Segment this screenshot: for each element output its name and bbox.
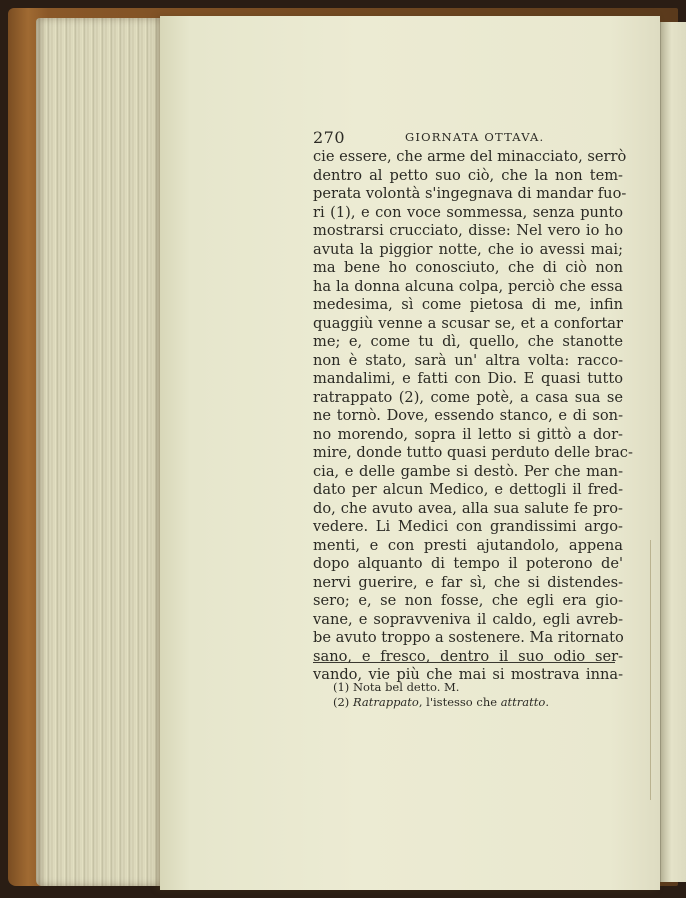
text-line: medesima, sì come pietosa di me, infin <box>313 296 623 313</box>
text-line: quaggiù venne a scusar se, et a confortar <box>313 314 623 332</box>
text-line: vane, e sopravveniva il caldo, egli avreb- <box>313 610 623 628</box>
page-edges <box>36 18 176 886</box>
text-line: be avuto troppo a sostenere. Ma ritornato <box>313 629 624 646</box>
text-line: perata volontà s'ingegnava di mandar fuo- <box>313 185 627 202</box>
binding-thread <box>650 540 659 800</box>
page-number: 270 <box>313 128 346 147</box>
text-line: no morendo, sopra il letto si gittò a dor- <box>313 425 623 443</box>
body-text <box>313 148 633 685</box>
footnote-2 <box>333 695 613 710</box>
text-line: avuta la piggior notte, che io avessi mai; <box>313 240 623 258</box>
text-line: sero; e, se non fosse, che egli era gio- <box>313 592 623 609</box>
text-line: sano, e fresco, dentro il suo odio ser- <box>313 647 623 665</box>
text-line: nervi guerire, e far sì, che si distendes- <box>313 573 623 591</box>
text-line: ne tornò. Dove, essendo stanco, e di son- <box>313 407 623 424</box>
page-text <box>313 128 633 685</box>
text-line: ma bene ho conosciuto, che di ciò non <box>313 259 623 276</box>
footnote-2-term: Ratrappato <box>352 695 419 709</box>
footnote-2-marker: (2) <box>333 695 350 709</box>
facing-page-edge <box>660 22 686 882</box>
text-line: vedere. Li Medici con grandissimi argo- <box>313 518 623 535</box>
text-line: vando, vie più che mai si mostrava inna- <box>313 666 623 683</box>
text-line: dato per alcun Medico, e dettogli il fred- <box>313 481 623 498</box>
text-line: me; e, come tu dì, quello, che stanotte <box>313 333 623 350</box>
footnote-1: (1) Nota bel detto. M. <box>333 680 460 694</box>
text-line: dentro al petto suo ciò, che la non tem- <box>313 166 623 184</box>
footnote-2-gloss: attratto <box>500 695 546 709</box>
text-line: ratrappato (2), come potè, a casa sua se <box>313 388 623 406</box>
text-line: mostrarsi crucciato, disse: Nel vero io ho <box>313 222 623 239</box>
footnote-2-end: . <box>545 695 549 709</box>
text-line: non è stato, sarà un' altra volta: racco- <box>313 351 623 369</box>
text-line: do, che avuto avea, alla sua salute fe pro- <box>313 499 623 517</box>
text-line: ha la donna alcuna colpa, perciò che essa <box>313 277 623 295</box>
running-head: GIORNATA OTTAVA. <box>405 130 545 144</box>
text-line: mandalimi, e fatti con Dio. E quasi tutto <box>313 370 623 387</box>
text-line: menti, e con presti ajutandolo, appena <box>313 536 623 554</box>
text-line: mire, donde tutto quasi perduto delle brac- <box>313 444 633 461</box>
text-line: cie essere, che arme del minacciato, serrò <box>313 148 627 165</box>
text-line: dopo alquanto di tempo il poterono de' <box>313 555 623 572</box>
footnotes <box>333 680 613 710</box>
footnote-rule <box>313 662 615 663</box>
text-line: ri (1), e con voce sommessa, senza punto <box>313 203 623 221</box>
page-header <box>313 128 623 148</box>
footnote-2-middle: , l'istesso che <box>418 695 498 709</box>
text-line: cia, e delle gambe si destò. Per che man- <box>313 462 623 480</box>
